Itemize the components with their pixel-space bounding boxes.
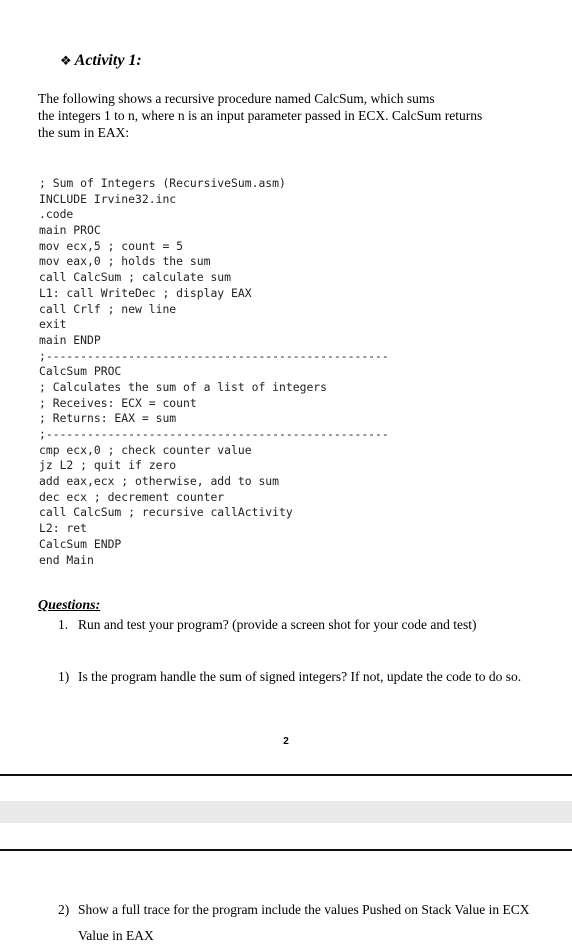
code-line: mov eax,0 ; holds the sum <box>39 254 211 269</box>
code-line: L2: ret <box>39 521 88 536</box>
question-number: 1) <box>58 669 70 684</box>
code-separator: ;-------------------------------------------------- <box>39 427 389 441</box>
code-line: jz L2 ; quit if zero <box>39 458 177 473</box>
diamond-bullet-icon: ❖ <box>60 54 72 69</box>
code-line: call CalcSum ; calculate sum <box>39 270 232 285</box>
code-line: ; Calculates the sum of a list of integers <box>39 379 328 394</box>
code-line: INCLUDE Irvine32.inc <box>39 191 177 206</box>
code-line: L1: call WriteDec ; display EAX <box>39 285 252 300</box>
code-line: cmp ecx,0 ; check counter value <box>39 442 252 457</box>
intro-line: The following shows a recursive procedure named CalcSum, which sums <box>38 91 435 106</box>
code-line: CalcSum PROC <box>39 364 122 379</box>
code-line: main ENDP <box>39 332 101 347</box>
page-gap <box>0 801 572 823</box>
activity-title: Activity 1: <box>74 52 142 69</box>
intro-line: the integers 1 to n, where n is an input parameter passed in ECX. CalcSum returns <box>38 108 483 123</box>
code-line: add eax,ecx ; otherwise, add to sum <box>39 474 280 489</box>
code-listing <box>39 176 389 568</box>
intro-paragraph <box>38 90 548 141</box>
code-line: call CalcSum ; recursive callActivity <box>39 505 293 520</box>
code-separator: ;-------------------------------------------------- <box>39 348 389 363</box>
question-text: Is the program handle the sum of signed integers? If not, update the code to do so. <box>78 669 522 684</box>
questions-heading: Questions: <box>38 598 101 613</box>
code-line: ; Returns: EAX = sum <box>39 411 177 426</box>
question-text: Show a full trace for the program include the values Pushed on Stack Value in ECX Value in EAX <box>78 902 530 943</box>
code-line: CalcSum ENDP <box>39 536 122 551</box>
code-line: call Crlf ; new line <box>39 301 177 316</box>
activity-heading <box>60 52 142 70</box>
page-top-rule <box>0 849 572 851</box>
code-line: main PROC <box>39 223 101 238</box>
intro-line: the sum in EAX: <box>38 125 130 140</box>
question-number: 2) <box>58 902 70 917</box>
code-line: dec ecx ; decrement counter <box>39 489 225 504</box>
code-line: .code <box>39 207 74 222</box>
code-line: ; Sum of Integers (RecursiveSum.asm) <box>39 176 286 190</box>
code-line: mov ecx,5 ; count = 5 <box>39 238 184 253</box>
page-bottom-rule <box>0 774 572 776</box>
page-number: 2 <box>283 736 289 747</box>
code-line: end Main <box>39 552 94 567</box>
question-text: Run and test your program? (provide a screen shot for your code and test) <box>78 617 477 632</box>
question-number: 1. <box>58 617 69 632</box>
code-line: ; Receives: ECX = count <box>39 395 197 410</box>
code-line: exit <box>39 317 67 332</box>
